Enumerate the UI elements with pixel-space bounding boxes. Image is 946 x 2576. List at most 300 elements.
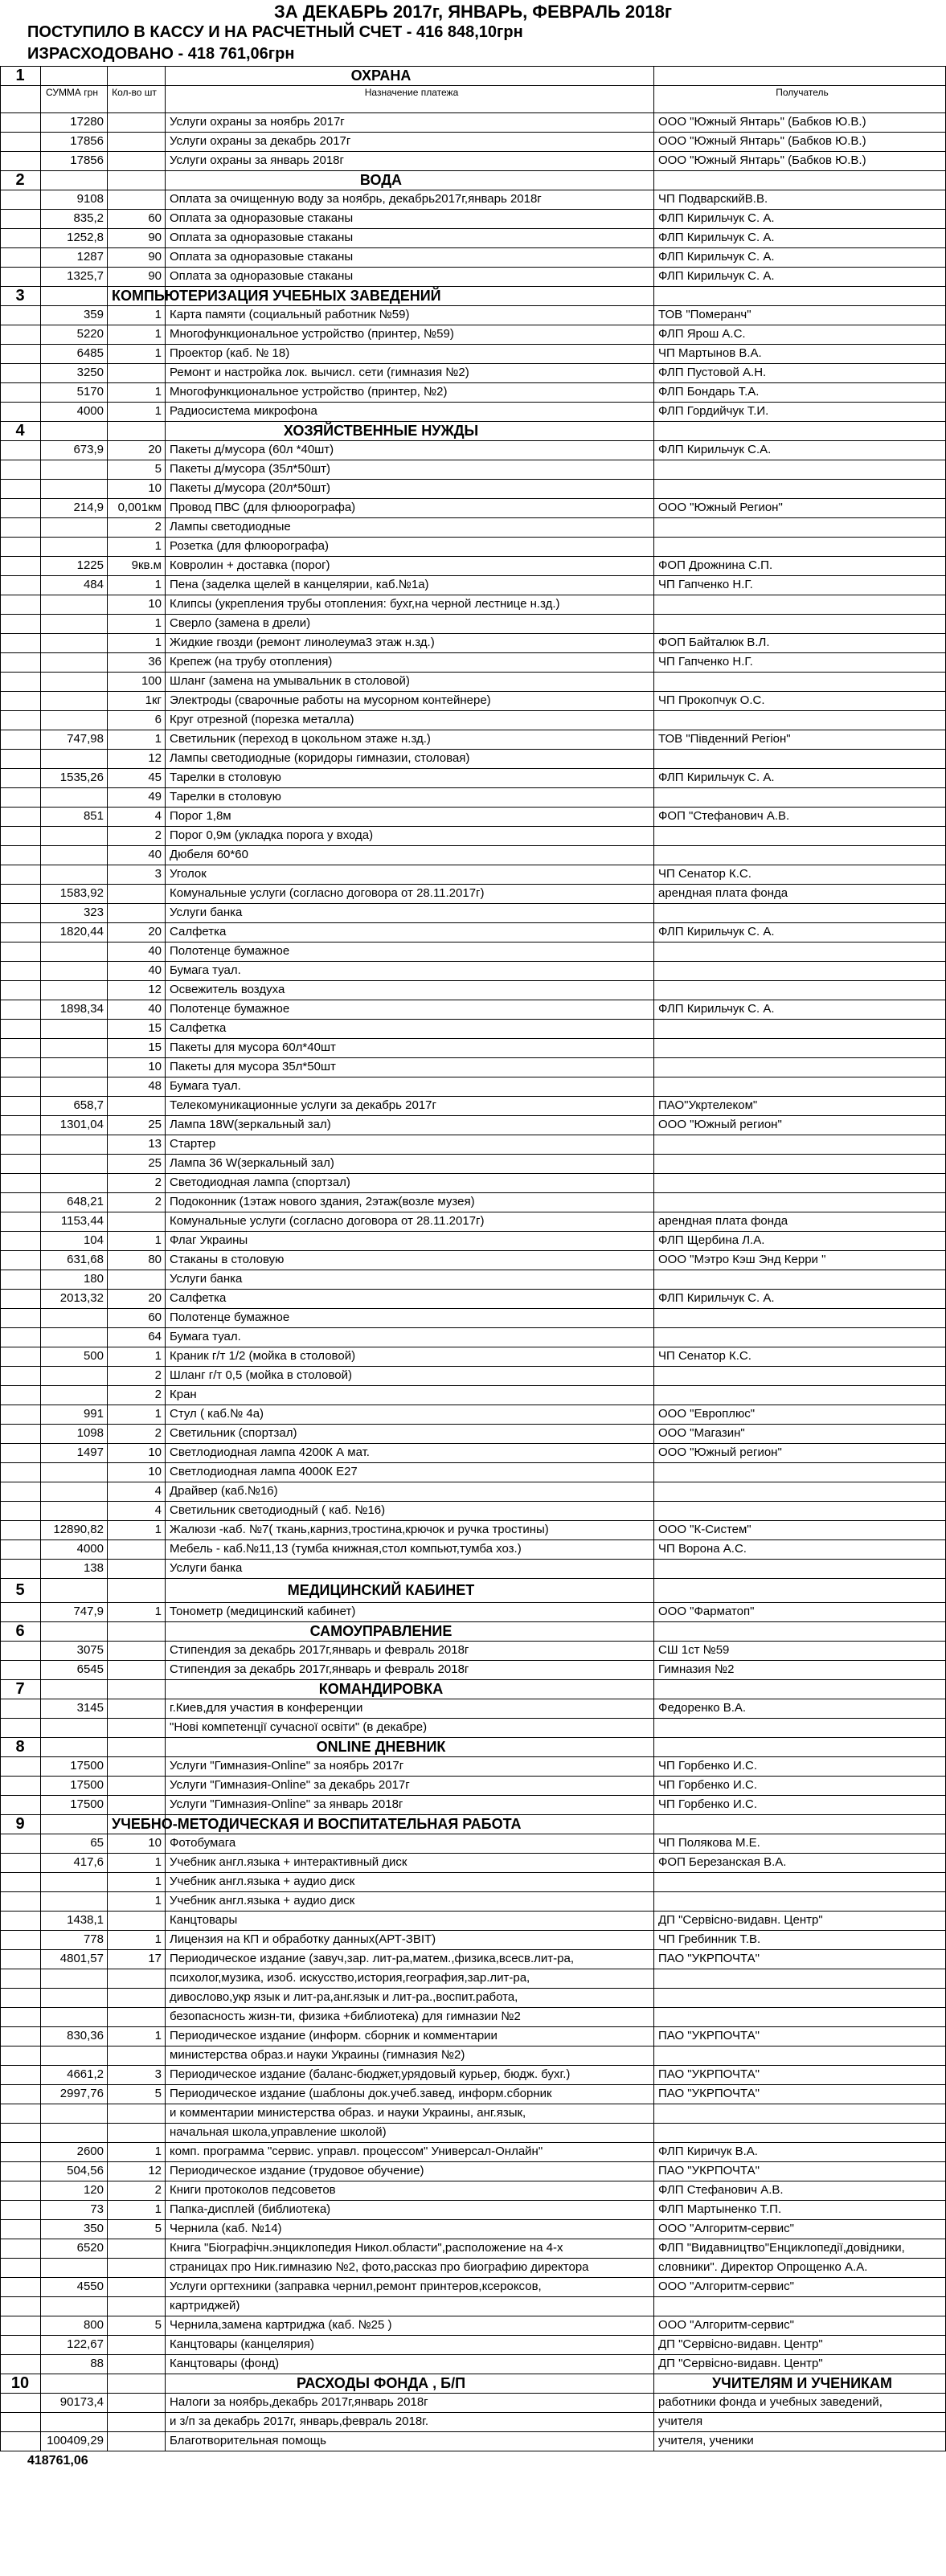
purpose-cell: Учебник англ.языка + аудио диск [170, 1894, 355, 1907]
table-row [0, 325, 946, 345]
purpose-cell: Периодическое издание (информ. сборник и комментарии [170, 2029, 498, 2042]
table-row [0, 1660, 946, 1680]
qty-cell: 36 [148, 655, 162, 669]
sum-cell: 359 [83, 308, 104, 321]
purpose-cell: Оплата за одноразовые стаканы [170, 269, 354, 283]
section-title: МЕДИЦИНСКИЙ КАБИНЕТ [287, 1582, 475, 1598]
table-row [0, 537, 946, 557]
recipient-cell [657, 1872, 946, 1891]
sum-cell [40, 2258, 107, 2277]
purpose-cell: Папка-дисплей (библиотека) [170, 2202, 331, 2216]
qty-cell [107, 1641, 165, 1660]
purpose-cell: Стартер [170, 1137, 216, 1151]
recipient-cell [657, 1019, 946, 1038]
table-row [0, 1405, 946, 1425]
purpose-cell: Полотенце бумажное [170, 944, 290, 958]
recipient-cell [657, 460, 946, 479]
qty-cell: 2 [154, 1195, 162, 1208]
table-row [0, 652, 946, 673]
purpose-cell: Бумага туал. [170, 1330, 241, 1343]
purpose-cell: "Нові компетенції сучасної освіти" (в декабре) [170, 1720, 428, 1734]
table-row [0, 2258, 946, 2278]
sum-cell: 747,9 [73, 1605, 104, 1618]
purpose-cell: Круг отрезной (порезка металла) [170, 713, 354, 726]
sum-cell: 73 [90, 2202, 104, 2216]
sum-cell [40, 2123, 107, 2142]
recipient-cell: ЧП Мартынов В.А. [658, 346, 762, 360]
sum-cell: 1898,34 [59, 1002, 104, 1016]
recipient-cell [657, 595, 946, 614]
sum-cell: 3145 [76, 1701, 104, 1715]
section-header-row [0, 170, 946, 190]
table-row [0, 1795, 946, 1815]
purpose-cell: Фотобумага [170, 1836, 236, 1850]
qty-cell [107, 903, 165, 922]
sum-cell [40, 1988, 107, 2007]
report-title: ЗА ДЕКАБРЬ 2017г, ЯНВАРЬ, ФЕВРАЛЬ 2018г [273, 2, 673, 22]
recipient-cell [657, 2046, 946, 2065]
recipient-cell [657, 1057, 946, 1077]
purpose-cell: Стаканы в столовую [170, 1253, 285, 1266]
table-row [0, 1988, 946, 2008]
purpose-cell: Учебник англ.языка + интерактивный диск [170, 1855, 407, 1869]
section-number: 10 [10, 2374, 30, 2392]
purpose-cell: Канцтовары (фонд) [170, 2357, 280, 2370]
sum-cell: 648,21 [67, 1195, 104, 1208]
sum-cell: 17856 [70, 134, 104, 148]
sum-cell [40, 865, 107, 884]
section-header-row [0, 2374, 946, 2394]
recipient-cell [657, 1718, 946, 1737]
recipient-cell: ООО "Мэтро Кэш Энд Керри " [658, 1253, 826, 1266]
sum-cell [40, 2296, 107, 2316]
qty-cell [107, 1776, 165, 1795]
purpose-cell: Услуги охраны за ноябрь 2017г [170, 115, 345, 129]
purpose-cell: дивослово,укр язык и лит-ра,анг.язык и лит-ра.,воспит.работа, [170, 1990, 518, 2004]
qty-column-header: Кол-во шт [112, 87, 157, 98]
sum-cell [40, 2104, 107, 2123]
recipient-cell: ЧП Горбенко И.С. [658, 1797, 757, 1811]
sum-cell [40, 1891, 107, 1911]
recipient-cell [657, 1270, 946, 1289]
sum-cell: 17856 [70, 153, 104, 167]
qty-cell: 100 [141, 674, 162, 688]
recipient-cell [657, 1559, 946, 1578]
recipient-cell: ФЛП Гордийчук Т.И. [658, 404, 769, 418]
recipient-cell [657, 942, 946, 961]
qty-cell: 64 [148, 1330, 162, 1343]
recipient-cell [657, 2296, 946, 2316]
purpose-cell: Тарелки в столовую [170, 771, 281, 784]
sum-cell [40, 1462, 107, 1482]
sum-cell: 1820,44 [59, 925, 104, 938]
sum-cell [40, 1482, 107, 1501]
recipient-cell: ООО "Магазин" [658, 1426, 745, 1440]
table-row [0, 768, 946, 788]
recipient-cell [657, 1969, 946, 1988]
qty-cell [107, 2046, 165, 2065]
table-row [0, 344, 946, 364]
section-number: 4 [15, 422, 25, 440]
table-row [0, 209, 946, 229]
purpose-cell: Полотенце бумажное [170, 1310, 290, 1324]
recipient-cell: ДП "Сервісно-видавн. Центр" [658, 1913, 823, 1927]
recipient-cell: ФОП Дрожнина С.П. [658, 558, 773, 572]
recipient-cell: Гимназия №2 [658, 1662, 735, 1676]
sum-cell [40, 1327, 107, 1347]
sum-cell [40, 710, 107, 730]
purpose-cell: Салфетка [170, 1291, 227, 1305]
sum-cell [40, 1385, 107, 1405]
table-row [0, 595, 946, 615]
qty-cell: 2 [154, 2183, 162, 2197]
recipient-cell: ФЛП Кирильчук С. А. [658, 269, 775, 283]
recipient-cell: ФЛП Щербина Л.А. [658, 1233, 765, 1247]
table-row [0, 2296, 946, 2316]
purpose-cell: Бумага туал. [170, 1079, 241, 1093]
purpose-cell: Лампы светодиодные (коридоры гимназии, столовая) [170, 751, 470, 765]
purpose-cell: комп. программа "сервис. управл. процессом" Универсал-Онлайн" [170, 2145, 543, 2158]
qty-cell [107, 1096, 165, 1115]
recipient-cell [657, 826, 946, 845]
recipient-cell: ЧП Сенатор К.С. [658, 1349, 751, 1363]
recipient-cell [657, 1501, 946, 1520]
table-row [0, 1872, 946, 1892]
recipient-cell: ООО "Южный Янтарь" (Бабков Ю.В.) [658, 134, 866, 148]
sum-cell: 122,67 [67, 2337, 104, 2351]
qty-cell: 4 [154, 809, 162, 823]
recipient-cell: работники фонда и учебных заведений, [658, 2395, 883, 2409]
purpose-cell: Лампы светодиодные [170, 520, 291, 534]
sum-cell: 1225 [76, 558, 104, 572]
qty-cell: 10 [148, 1836, 162, 1850]
qty-cell [107, 190, 165, 209]
table-row [0, 2007, 946, 2027]
recipient-cell: ФЛП "Видавництво"Енциклопедії,довідники, [658, 2241, 905, 2255]
table-row [0, 980, 946, 1000]
qty-cell: 10 [148, 1445, 162, 1459]
table-row [0, 1539, 946, 1560]
recipient-cell: ПАО "УКРПОЧТА" [658, 2164, 760, 2177]
table-row [0, 1969, 946, 1989]
table-row [0, 1270, 946, 1290]
table-row [0, 247, 946, 268]
table-row [0, 1000, 946, 1020]
table-row [0, 749, 946, 769]
purpose-cell: Светильник (спортзал) [170, 1426, 297, 1440]
sum-cell: 1301,04 [59, 1118, 104, 1131]
purpose-cell: Пена (заделка щелей в канцелярии, каб.№1а) [170, 578, 429, 591]
recipient-cell: ФЛП Кирильчук С. А. [658, 231, 775, 244]
table-row [0, 2046, 946, 2066]
sum-cell: 65 [90, 1836, 104, 1850]
table-row [0, 865, 946, 885]
table-row [0, 402, 946, 422]
qty-cell [107, 112, 165, 132]
qty-cell: 13 [148, 1137, 162, 1151]
sum-cell: 17500 [70, 1797, 104, 1811]
table-row [0, 672, 946, 692]
recipient-cell: ООО "Южный Янтарь" (Бабков Ю.В.) [658, 115, 866, 129]
recipient-cell: ООО "Южный Регион" [658, 501, 783, 514]
section-number: 1 [15, 67, 25, 84]
purpose-column-line [653, 66, 654, 2451]
qty-cell: 1 [154, 578, 162, 591]
sum-cell [40, 479, 107, 498]
sum-cell: 673,9 [73, 443, 104, 456]
purpose-cell: Тонометр (медицинский кабинет) [170, 1605, 356, 1618]
recipient-cell: ЧП Гребинник Т.В. [658, 1932, 761, 1946]
purpose-cell: Сверло (замена в дрели) [170, 616, 311, 630]
sum-cell [40, 595, 107, 614]
purpose-cell: Чернила,замена картриджа (каб. №25 ) [170, 2318, 392, 2332]
sum-cell: 4000 [76, 1542, 104, 1556]
sum-cell: 2997,76 [59, 2087, 104, 2100]
qty-cell: 10 [148, 597, 162, 611]
table-row [0, 1930, 946, 1950]
qty-cell: 2 [154, 1426, 162, 1440]
purpose-cell: Пакеты д/мусора (20л*50шт) [170, 481, 330, 495]
section-title: РАСХОДЫ ФОНДА , Б/П [296, 2375, 466, 2391]
recipient-cell [657, 749, 946, 768]
recipient-cell: ООО "Южный Янтарь" (Бабков Ю.В.) [658, 153, 866, 167]
qty-cell: 90 [148, 269, 162, 283]
purpose-cell: Лампа 36 W(зеркальный зал) [170, 1156, 334, 1170]
table-row [0, 961, 946, 981]
table-row [0, 2084, 946, 2104]
recipient-cell: ООО "Алгоритм-сервис" [658, 2222, 794, 2235]
sum-cell: 90173,4 [59, 2395, 104, 2409]
qty-cell: 1 [154, 1855, 162, 1869]
purpose-cell: Бумага туал. [170, 963, 241, 977]
table-row [0, 710, 946, 730]
sum-cell [40, 1718, 107, 1737]
section-header-row [0, 286, 946, 306]
qty-cell: 2 [154, 1388, 162, 1401]
sum-cell: 835,2 [73, 211, 104, 225]
recipient-cell: ДП "Сервісно-видавн. Центр" [658, 2357, 823, 2370]
purpose-cell: Оплата за очищенную воду за ноябрь, декабрь2017г,январь 2018г [170, 192, 542, 206]
qty-cell: 1 [154, 404, 162, 418]
recipient-cell: ЧП Горбенко И.С. [658, 1759, 757, 1773]
sum-cell: 500 [83, 1349, 104, 1363]
section-number: 2 [15, 171, 25, 189]
table-row [0, 132, 946, 152]
recipient-cell [657, 1077, 946, 1096]
table-row [0, 1308, 946, 1328]
sum-column-header: СУММА грн [46, 87, 98, 98]
purpose-cell: Комунальные услуги (согласно договора от 28.11.2017г) [170, 886, 485, 900]
purpose-cell: Канцтовары [170, 1913, 238, 1927]
table-row [0, 382, 946, 403]
purpose-cell: Ремонт и настройка лок. вычисл. сети (гимназия №2) [170, 366, 469, 379]
qty-cell: 15 [148, 1021, 162, 1035]
section-title: ОХРАНА [350, 67, 412, 84]
qty-cell [107, 1212, 165, 1231]
sum-cell: 4550 [76, 2280, 104, 2293]
purpose-cell: начальная школа,управление школой) [170, 2125, 387, 2139]
purpose-cell: министерства образ.и науки Украины (гимназия №2) [170, 2048, 465, 2062]
purpose-cell: Салфетка [170, 1021, 227, 1035]
section-number: 6 [15, 1622, 25, 1640]
recipient-cell: ООО "К-Систем" [658, 1523, 751, 1536]
recipient-cell [657, 479, 946, 498]
recipient-cell: ФЛП Кирильчук С. А. [658, 250, 775, 264]
recipient-cell: ЧП Гапченко Н.Г. [658, 655, 753, 669]
purpose-cell: Жалюзи -каб. №7( ткань,карниз,тростина,крючок и ручка тростины) [170, 1523, 549, 1536]
section-title: КОМПЬЮТЕРИЗАЦИЯ УЧЕБНЫХ ЗАВЕДЕНИЙ [112, 288, 441, 304]
sum-cell [40, 845, 107, 865]
recipient-cell [657, 2104, 946, 2123]
table-row [0, 267, 946, 287]
sum-cell: 851 [83, 809, 104, 823]
sum-cell: 1438,1 [67, 1913, 104, 1927]
qty-cell: 5 [154, 2318, 162, 2332]
sum-cell [40, 1366, 107, 1385]
purpose-cell: Учебник англ.языка + аудио диск [170, 1875, 355, 1888]
qty-cell: 1 [154, 1233, 162, 1247]
recipient-cell: ЧП ПодварскийВ.В. [658, 192, 768, 206]
table-row [0, 2161, 946, 2181]
number-column-line [40, 66, 41, 2451]
table-row [0, 440, 946, 460]
purpose-cell: картриджей) [170, 2299, 240, 2312]
section-title: УЧЕБНО-МЕТОДИЧЕСКАЯ И ВОСПИТАТЕЛЬНАЯ РАБОТА [112, 1816, 522, 1832]
purpose-cell: Радиосистема микрофона [170, 404, 317, 418]
qty-cell: 1 [154, 2145, 162, 2158]
purpose-cell: Электроды (сварочные работы на мусорном контейнере) [170, 693, 491, 707]
sum-cell: 6520 [76, 2241, 104, 2255]
recipient-cell: ООО "Алгоритм-сервис" [658, 2318, 794, 2332]
purpose-cell: Крепеж (на трубу отопления) [170, 655, 333, 669]
purpose-cell: Многофункциональное устройство (принтер, №2) [170, 385, 448, 399]
sum-cell: 778 [83, 1932, 104, 1946]
table-row [0, 190, 946, 210]
recipient-cell [657, 537, 946, 556]
qty-cell: 10 [148, 1060, 162, 1073]
section-header-row [0, 1737, 946, 1757]
qty-cell: 90 [148, 231, 162, 244]
purpose-cell: Периодическое издание (баланс-бюджет,урядовый курьер, бюдж. бухг.) [170, 2067, 571, 2081]
recipient-cell: ПАО "УКРПОЧТА" [658, 2067, 760, 2081]
purpose-cell: Услуги "Гимназия-Online" за январь 2018г [170, 1797, 403, 1811]
sum-cell: 504,56 [67, 2164, 104, 2177]
table-row [0, 1077, 946, 1097]
recipient-cell: ФЛП Кирильчук С. А. [658, 1291, 775, 1305]
sum-cell [40, 1057, 107, 1077]
sum-cell [40, 672, 107, 691]
section-number: 7 [15, 1680, 25, 1698]
sum-cell [40, 537, 107, 556]
purpose-cell: Флаг Украины [170, 1233, 248, 1247]
sum-cell: 658,7 [73, 1098, 104, 1112]
sum-cell [40, 1135, 107, 1154]
purpose-cell: Уголок [170, 867, 207, 881]
qty-column-line [165, 66, 166, 2451]
purpose-cell: Услуги банка [170, 906, 243, 919]
recipient-cell [657, 1192, 946, 1212]
qty-cell: 1 [154, 385, 162, 399]
qty-cell [107, 2007, 165, 2026]
sum-cell: 1583,92 [59, 886, 104, 900]
sum-column-line [107, 66, 108, 2451]
purpose-cell: Светлодиодная лампа 4000К Е27 [170, 1465, 358, 1478]
recipient-cell [657, 1173, 946, 1192]
purpose-cell: Услуги охраны за декабрь 2017г [170, 134, 351, 148]
section-number: 3 [15, 287, 25, 305]
table-row [0, 151, 946, 171]
purpose-cell: Кран [170, 1388, 197, 1401]
table-row [0, 1231, 946, 1251]
recipient-cell: ФОП Березанская В.А. [658, 1855, 787, 1869]
section-title: САМОУПРАВЛЕНИЕ [309, 1623, 453, 1639]
qty-cell: 5 [154, 2222, 162, 2235]
qty-cell [107, 1718, 165, 1737]
recipient-cell: ТОВ "Південний Регіон" [658, 732, 791, 746]
qty-cell: 10 [148, 1465, 162, 1478]
table-row [0, 1347, 946, 1367]
purpose-cell: Услуги "Гимназия-Online" за ноябрь 2017г [170, 1759, 404, 1773]
recipient-cell [657, 845, 946, 865]
sum-cell [40, 2412, 107, 2431]
purpose-cell: Периодическое издание (шаблоны док.учеб.завед, информ.сборник [170, 2087, 552, 2100]
table-row [0, 1154, 946, 1174]
recipient-cell: ЧП Гапченко Н.Г. [658, 578, 753, 591]
qty-cell: 20 [148, 925, 162, 938]
purpose-cell: Чернила (каб. №14) [170, 2222, 282, 2235]
purpose-cell: Периодическое издание (завуч,зар. лит-ра,матем.,физика,всесв.лит-ра, [170, 1952, 575, 1965]
qty-cell [107, 1795, 165, 1814]
purpose-cell: Дюбеля 60*60 [170, 848, 248, 861]
qty-cell: 20 [148, 443, 162, 456]
qty-cell [107, 2393, 165, 2412]
table-row [0, 614, 946, 634]
sum-cell: 631,68 [67, 1253, 104, 1266]
sum-cell: 100409,29 [47, 2434, 104, 2447]
purpose-cell: Лампа 18W(зеркальный зал) [170, 1118, 331, 1131]
sum-cell: 138 [83, 1561, 104, 1575]
table-row [0, 2181, 946, 2201]
sum-cell [40, 2046, 107, 2065]
purpose-cell: Тарелки в столовую [170, 790, 281, 803]
sum-cell: 1153,44 [60, 1214, 104, 1228]
purpose-cell: страницах про Ник.гимназию №2, фото,рассказ про биографию директора [170, 2260, 589, 2274]
table-row [0, 1949, 946, 1969]
qty-cell [107, 884, 165, 903]
recipient-cell [657, 1385, 946, 1405]
section-header-row [0, 1621, 946, 1642]
sum-cell [40, 1173, 107, 1192]
table-row [0, 1462, 946, 1482]
purpose-cell: Светильник светодиодный ( каб. №16) [170, 1503, 386, 1517]
qty-cell [107, 1911, 165, 1930]
recipient-cell: ФЛП Стефанович А.В. [658, 2183, 784, 2197]
purpose-cell: Светильник (переход в цокольном этаже н.зд.) [170, 732, 431, 746]
recipient-cell [657, 1366, 946, 1385]
qty-cell: 1 [154, 616, 162, 630]
qty-cell [107, 2431, 165, 2451]
sum-cell: 830,36 [67, 2029, 104, 2042]
table-row [0, 691, 946, 711]
table-row [0, 1135, 946, 1155]
purpose-cell: Мебель - каб.№11,13 (тумба книжная,стол компьют,тумба хоз.) [170, 1542, 522, 1556]
recipient-cell [657, 787, 946, 807]
table-row [0, 1057, 946, 1077]
qty-cell [107, 1756, 165, 1776]
section-number: 8 [15, 1738, 25, 1756]
grand-total: 418761,06 [27, 2454, 88, 2468]
recipient-cell [657, 1308, 946, 1327]
